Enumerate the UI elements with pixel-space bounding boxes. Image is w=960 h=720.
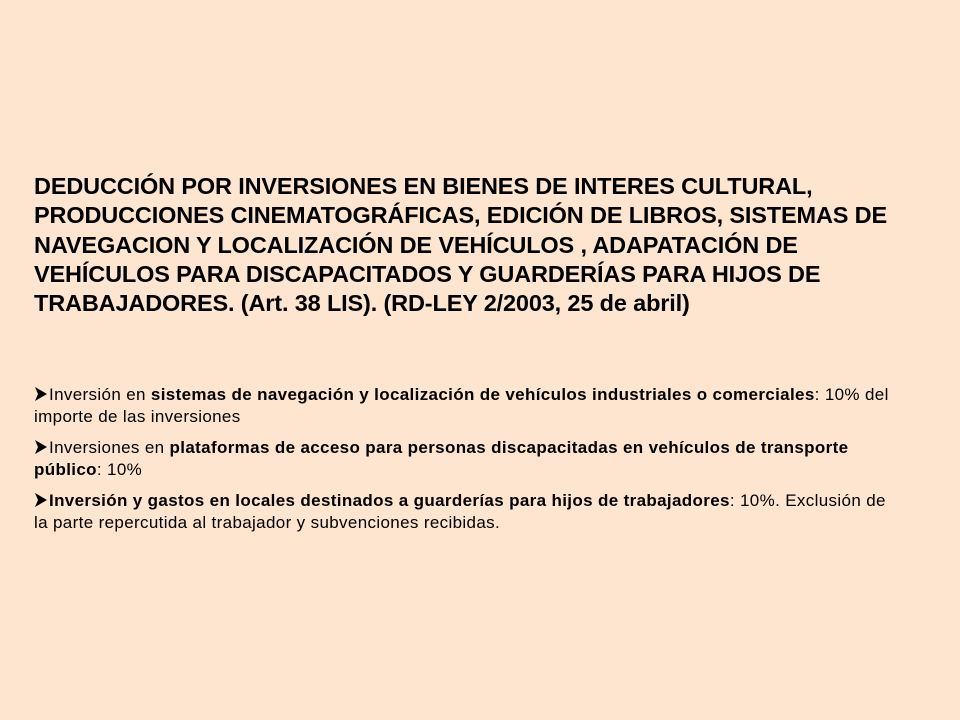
- bullet-2-prefix: Inversiones en: [49, 438, 170, 457]
- arrowhead-bullet-icon: [34, 386, 48, 402]
- bullet-item-3: [34, 490, 904, 533]
- bullet-1-bold-text: sistemas de navegación y localización de vehículos industriales o comerciales: [150, 385, 815, 404]
- bullet-2-bold-text: plataformas de acceso para personas discapacitadas en vehículos de transporte público: [34, 438, 849, 479]
- slide-title: DEDUCCIÓN POR INVERSIONES EN BIENES DE INTERES CULTURAL, PRODUCCIONES CINEMATOGRÁFICAS, EDICIÓN DE LIBROS, SISTEMAS DE NAVEGACION Y LOCALIZACIÓN DE VEHÍCULOS , ADAPATACIÓN DE VEHÍCULOS PARA DISCAPACITADOS Y GUARDERÍAS PARA HIJOS DE TRABAJADORES. (Art. 38 LIS). (RD-LEY 2/2003, 25 de abril): [34, 173, 888, 317]
- bullet-3-suffix: : 10%. Exclusión de la parte repercutida al trabajador y subvenciones recibidas.: [34, 491, 886, 532]
- arrowhead-bullet-icon: [34, 492, 48, 508]
- bullet-1-prefix: Inversión en: [49, 385, 151, 404]
- bullet-item-1: [34, 384, 904, 427]
- bullet-3-bold-text: Inversión y gastos en locales destinados a guarderías para hijos de trabajadores: [49, 491, 730, 510]
- bullet-2-suffix: : 10%: [96, 459, 143, 479]
- bullet-1-suffix: : 10% del importe de las inversiones: [34, 385, 889, 426]
- bullet-list: [34, 384, 904, 543]
- bullet-item-2: [34, 437, 904, 480]
- arrowhead-bullet-icon: [34, 439, 48, 455]
